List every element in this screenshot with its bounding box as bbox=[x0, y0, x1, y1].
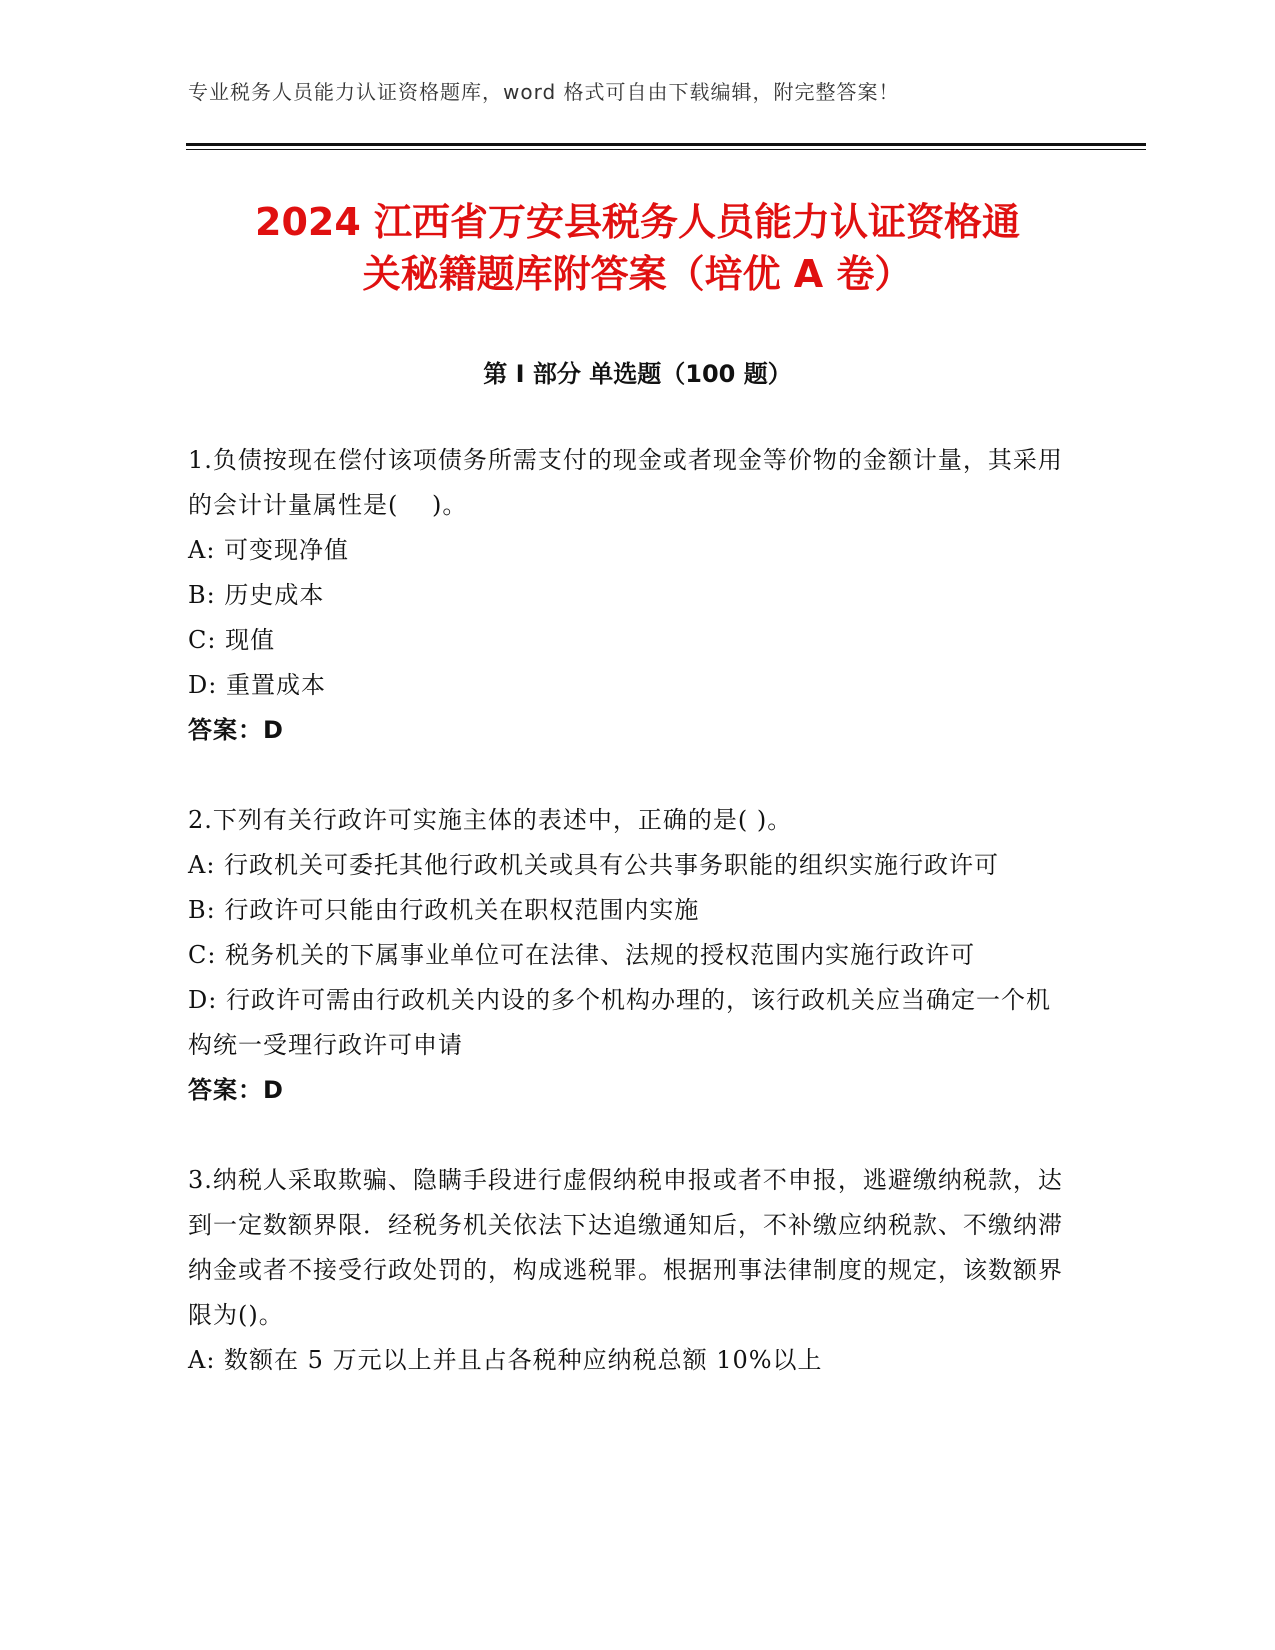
header-note: 专业税务人员能力认证资格题库，word 格式可自由下载编辑，附完整答案！ bbox=[188, 80, 900, 104]
question-list bbox=[188, 438, 1068, 1428]
header-rule-thin bbox=[186, 149, 1146, 150]
question-stem: 3.纳税人采取欺骗、隐瞒手段进行虚假纳税申报或者不申报，逃避缴纳税款，达到一定数额界限．经税务机关依法下达追缴通知后，不补缴应纳税款、不缴纳滞纳金或者不接受行政处罚的，构成逃税罪。根据刑事法律制度的规定，该数额界限为()。 bbox=[188, 1166, 1063, 1329]
question-option-b: B: 历史成本 bbox=[188, 581, 325, 609]
question-option-a: A: 数额在 5 万元以上并且占各税种应纳税总额 10%以上 bbox=[188, 1346, 823, 1374]
question-option-a: A: 可变现净值 bbox=[188, 536, 350, 564]
document-title-line-1: 2024 江西省万安县税务人员能力认证资格通 bbox=[255, 200, 1020, 244]
question-1 bbox=[188, 438, 1068, 753]
question-answer: 答案：D bbox=[188, 716, 284, 744]
question-option-d: D: 重置成本 bbox=[188, 671, 326, 699]
question-answer: 答案：D bbox=[188, 1076, 284, 1104]
question-option-c: C: 现值 bbox=[188, 626, 276, 654]
question-3 bbox=[188, 1158, 1068, 1383]
question-stem: 2.下列有关行政许可实施主体的表述中，正确的是( )。 bbox=[188, 806, 793, 834]
question-option-b: B: 行政许可只能由行政机关在职权范围内实施 bbox=[188, 896, 700, 924]
question-option-d: D: 行政许可需由行政机关内设的多个机构办理的，该行政机关应当确定一个机构统一受理行政许可申请 bbox=[188, 986, 1051, 1059]
question-stem: 1.负债按现在偿付该项债务所需支付的现金或者现金等价物的金额计量，其采用的会计计量属性是( )。 bbox=[188, 446, 1063, 519]
document-title bbox=[150, 196, 1125, 300]
question-option-c: C: 税务机关的下属事业单位可在法律、法规的授权范围内实施行政许可 bbox=[188, 941, 976, 969]
header-rule-thick bbox=[186, 143, 1146, 146]
question-2 bbox=[188, 798, 1068, 1113]
question-option-a: A: 行政机关可委托其他行政机关或具有公共事务职能的组织实施行政许可 bbox=[188, 851, 1000, 879]
section-title: 第 I 部分 单选题（100 题） bbox=[483, 360, 792, 388]
document-title-line-2: 关秘籍题库附答案（培优 A 卷） bbox=[362, 252, 913, 296]
